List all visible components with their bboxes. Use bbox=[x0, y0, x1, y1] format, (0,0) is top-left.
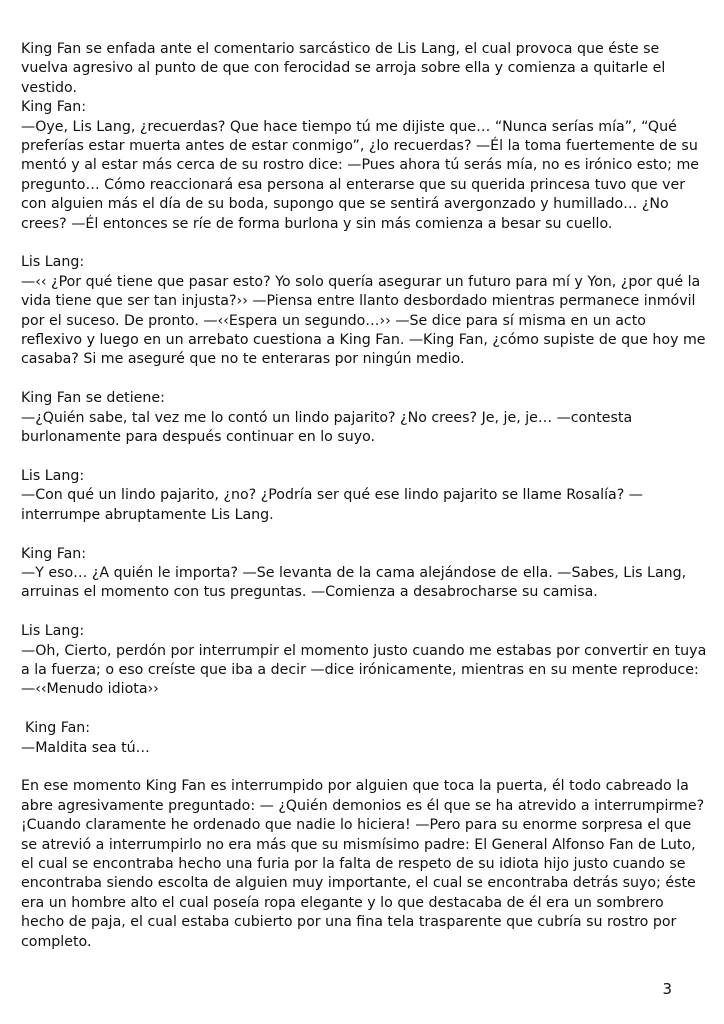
paragraph-5 bbox=[21, 545, 707, 603]
speaker-label: King Fan: bbox=[21, 545, 87, 562]
dialogue-text: —Con qué un lindo pajarito, ¿no? ¿Podría ser qué ese lindo pajarito se llame Rosalía? —interrumpe abruptamente Lis Lang. bbox=[21, 487, 643, 523]
dialogue-text: —Maldita sea tú… bbox=[21, 739, 150, 756]
narration-text: King Fan se enfada ante el comentario sarcástico de Lis Lang, el cual provoca que éste se vuelva agresivo al punto de que con ferocidad se arroja sobre ella y comienza a quitarle el vestido. bbox=[21, 41, 666, 96]
speaker-label: King Fan: bbox=[25, 720, 91, 737]
paragraph-3 bbox=[21, 389, 707, 447]
dialogue-text: —Oh, Cierto, perdón por interrumpir el momento justo cuando me estabas por convertir en tuya a la fuerza; o eso creíste que iba a decir —dice irónicamente, mientras en su mente reproduce: —‹‹Menudo idiota›› bbox=[21, 642, 707, 698]
page-number: 3 bbox=[662, 980, 672, 998]
dialogue-text: —Y eso… ¿A quién le importa? —Se levanta de la cama alejándose de ella. —Sabes, Lis Lang, arruinas el momento con tus preguntas. —Comienza a desabrocharse su camisa. bbox=[21, 564, 687, 601]
dialogue-text: —‹‹ ¿Por qué tiene que pasar esto? Yo solo quería asegurar un futuro para mí y Yon, ¿por qué la vida tiene que ser tan injusta?›› —Piensa entre llanto desbordado mientras permanece inmóvil por el suceso. De pronto. —‹‹Espera un segundo…›› —Se dice para sí misma en un acto reflexivo y luego en un arrebato cuestiona a King Fan. —King Fan, ¿cómo supiste de que hoy me casaba? Si me aseguré que no te enteraras por ningún medio. bbox=[21, 273, 706, 368]
paragraph-4 bbox=[21, 467, 707, 525]
paragraph-8 bbox=[21, 777, 707, 952]
paragraph-7 bbox=[21, 719, 707, 758]
speaker-label: Lis Lang: bbox=[21, 467, 85, 484]
speaker-label: King Fan: bbox=[21, 99, 87, 116]
dialogue-text: —¿Quién sabe, tal vez me lo contó un lindo pajarito? ¿No crees? Je, je, je… —contesta burlonamente para después continuar en lo suyo. bbox=[21, 409, 633, 446]
document-body bbox=[21, 40, 707, 971]
dialogue-text: —Oye, Lis Lang, ¿recuerdas? Que hace tiempo tú me dijiste que… “Nunca serías mía”, “Qué preferías estar muerta antes de estar conmigo”, ¿lo recuerdas? —Él la toma fuertemente de su mentó y al estar más cerca de su rostro dice: —Pues ahora tú serás mía, no es irónico esto; me pregunto… Cómo reaccionará esa persona al enterarse que su querida princesa tuvo que ver con alguien más el día de su boda, supongo que se sentirá avergonzado y humillado… ¿No crees? —Él entonces se ríe de forma burlona y sin más comienza a besar su cuello. bbox=[21, 118, 699, 232]
paragraph-1 bbox=[21, 40, 707, 234]
speaker-label: Lis Lang: bbox=[21, 254, 85, 271]
paragraph-6 bbox=[21, 622, 707, 700]
speaker-label: Lis Lang: bbox=[21, 623, 85, 640]
narration-text: En ese momento King Fan es interrumpido por alguien que toca la puerta, él todo cabreado la abre agresivamente preguntado: — ¿Quién demonios es él que se ha atrevido a interrumpirme? ¡Cuando claramente he ordenado que nadie lo hiciera! —Pero para su enorme sorpresa el que se atrevió a interrumpirlo no era más que su mismísimo padre: El General Alfonso Fan de Luto, el cual se encontraba hecho una furia por la falta de respeto de su idiota hijo justo cuando se encontraba siendo escolta de alguien muy importante, el cual se encontraba detrás suyo; éste era un hombre alto el cual poseía ropa elegante y lo que destacaba de él era un sombrero hecho de paja, el cual estaba cubierto por una fina tela trasparente que cubría su rostro por completo. bbox=[21, 778, 705, 950]
speaker-label: King Fan se detiene: bbox=[21, 390, 165, 407]
paragraph-2 bbox=[21, 253, 707, 369]
